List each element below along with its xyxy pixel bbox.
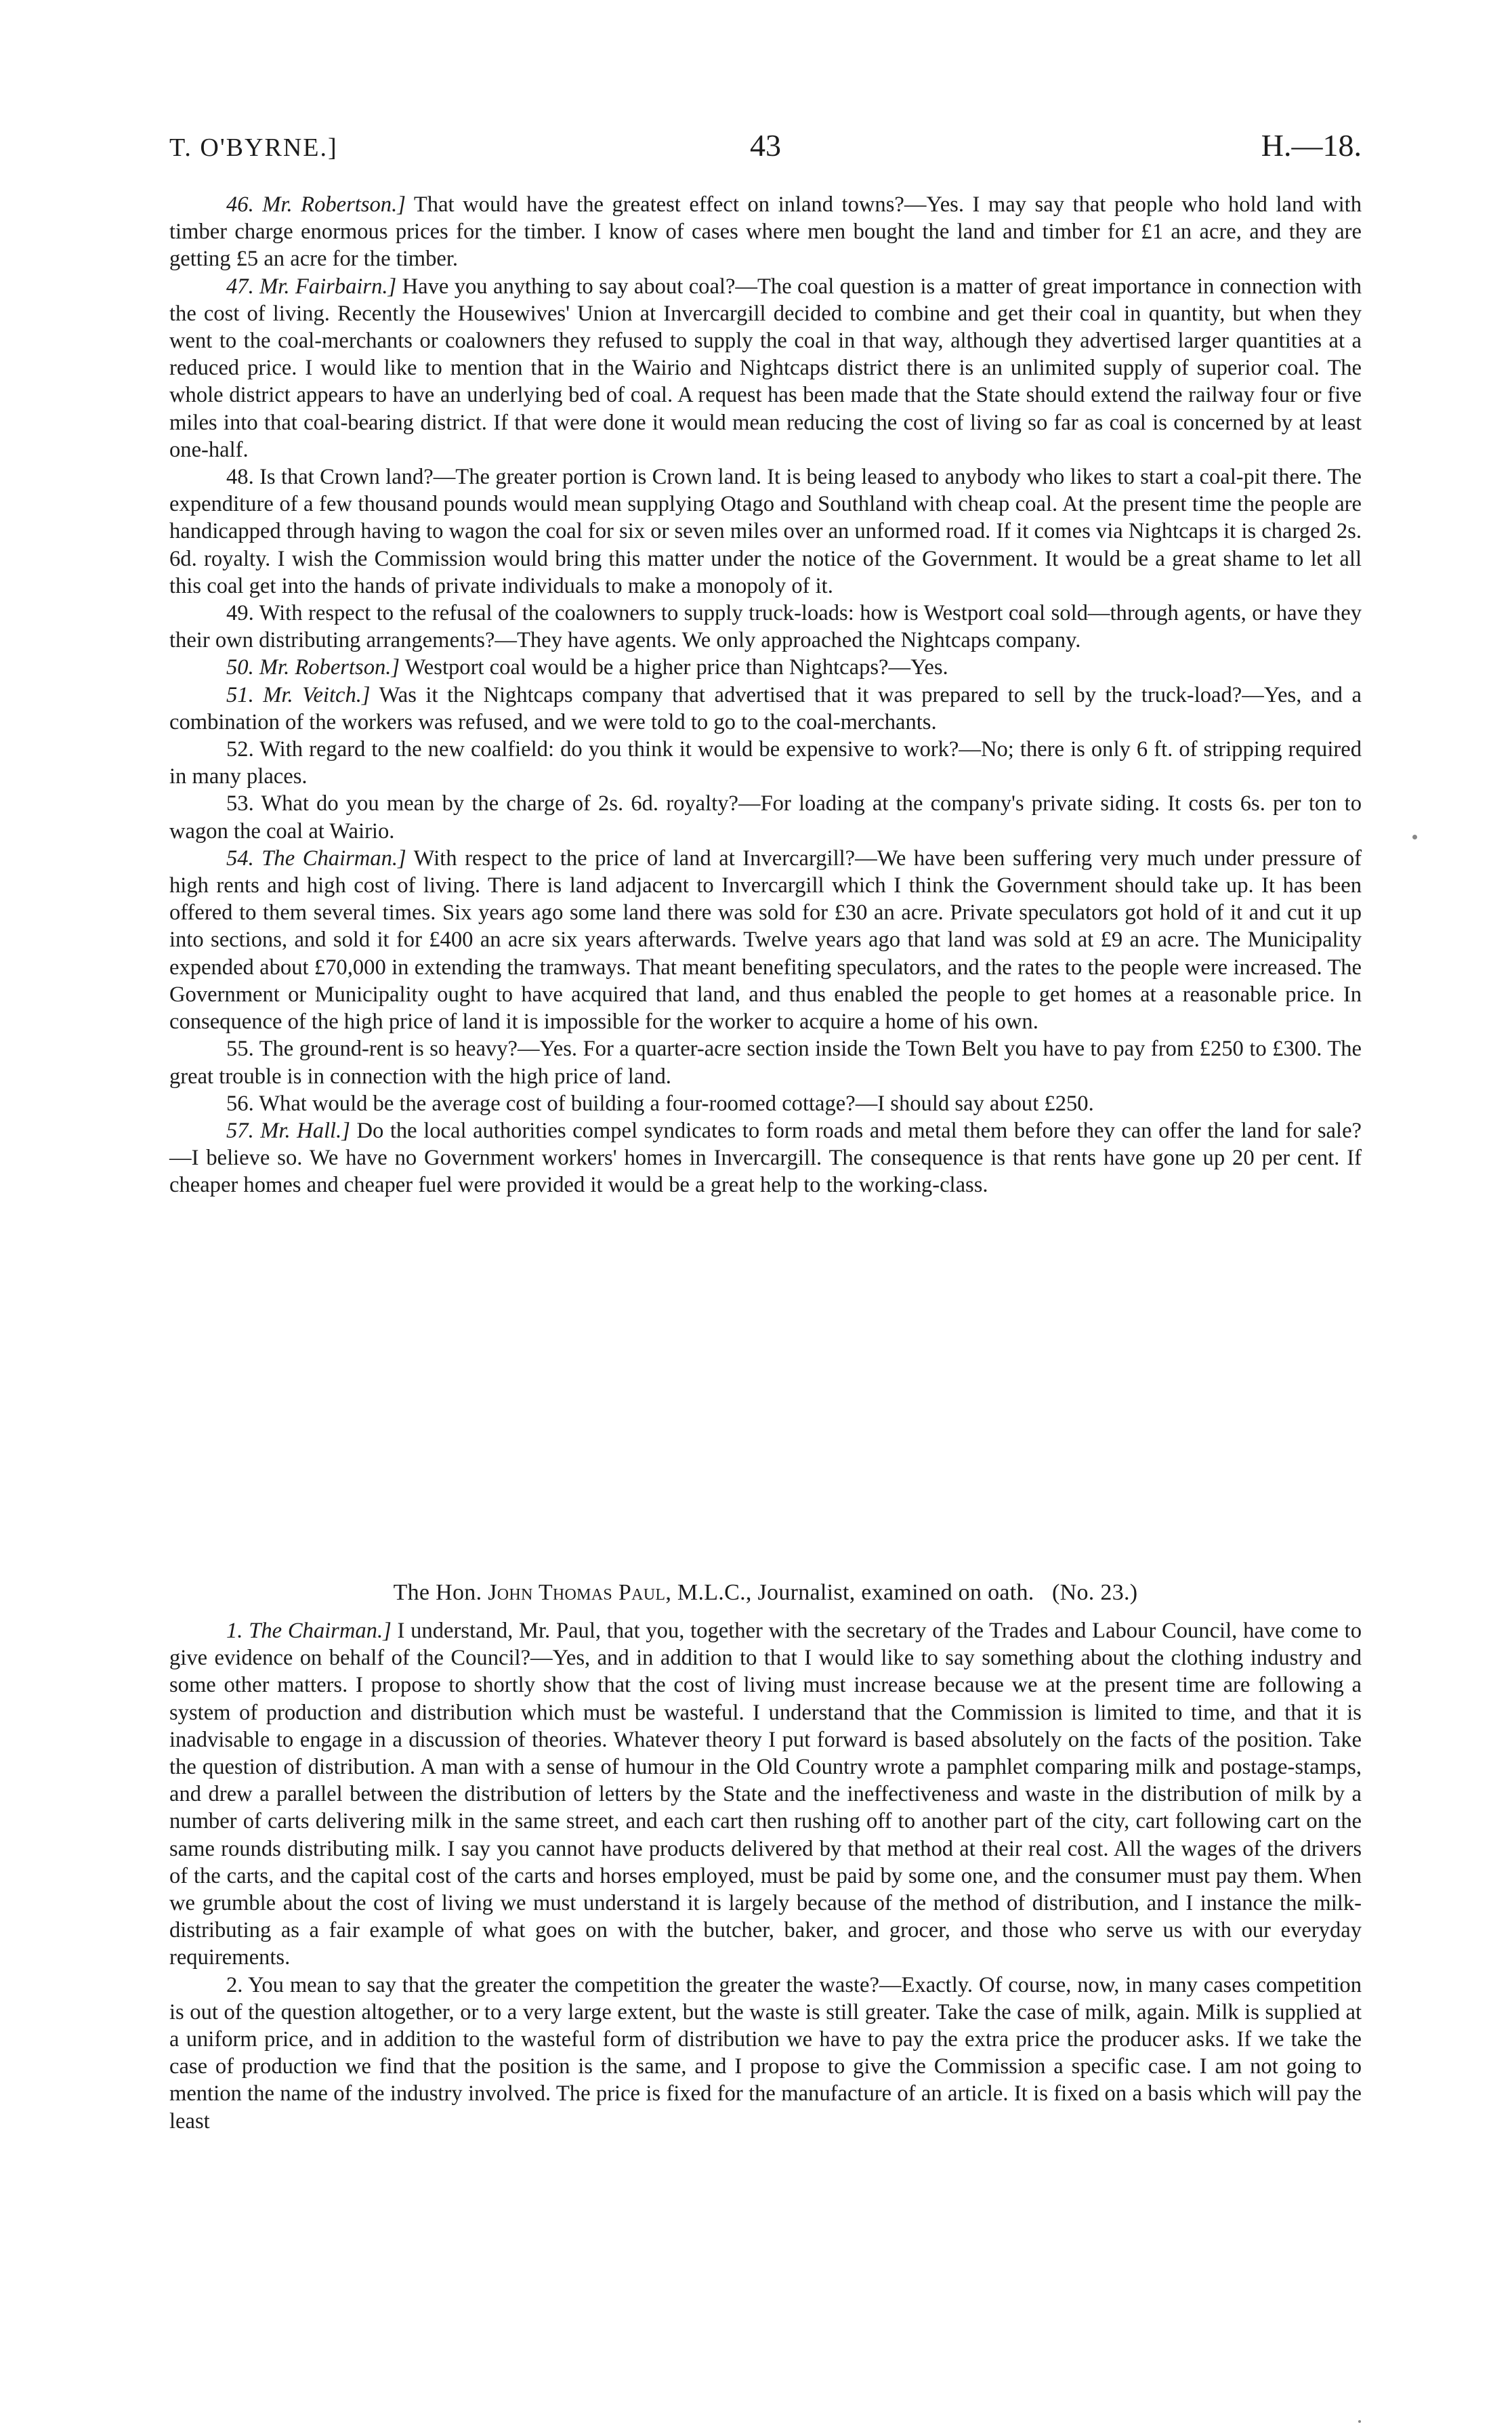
- header-witness-name: T. O'BYRNE.]: [169, 133, 338, 162]
- evidence-paragraph: [169, 845, 1362, 1035]
- evidence-paragraph: [169, 736, 1362, 790]
- speaker-label: 57. Mr. Hall.]: [226, 1118, 350, 1143]
- paragraph-text: 52. With regard to the new coalfield: do you think it would be expensive to work?—No; there is only 6 ft. of stripping required in many places.: [169, 737, 1362, 789]
- evidence-paragraph: [169, 1090, 1362, 1117]
- witness-name: John Thomas Paul: [488, 1580, 666, 1605]
- paragraph-text: 49. With respect to the refusal of the coalowners to supply truck-loads: how is Westport coal sold—through agents, or have they their own distributing arrangements?—They have agents. We only approached the Nightcaps company.: [169, 601, 1362, 653]
- paragraph-text: 2. You mean to say that the greater the competition the greater the waste?—Exactly. Of course, now, in many cases competition is out of the question altogether, or to a very large extent, but the waste is still greater. Take the case of milk, again. Milk is supplied at a uniform price, and in addition to the wasteful form of distribution we have to pay the extra price the producer asks. If we take the case of production we find that the position is the same, and I propose to give the Commission a specific case. I am not going to mention the name of the industry involved. The price is fixed for the manufacture of an article. It is fixed on a basis which will pay the least: [169, 1972, 1362, 2134]
- evidence-section-paul: [169, 1617, 1362, 2135]
- evidence-paragraph: [169, 1117, 1362, 1199]
- paragraph-text: Was it the Nightcaps company that advertised that it was prepared to sell by the truck-load?—Yes, and a combination of the workers was refused, and we were told to go to the coal-merchants.: [169, 682, 1362, 734]
- witness-prefix: The Hon.: [393, 1580, 482, 1605]
- speaker-label: 54. The Chairman.]: [226, 846, 406, 871]
- paragraph-text: I understand, Mr. Paul, that you, together with the secretary of the Trades and Labour Council, have come to give evidence on behalf of the Council?—Yes, and in addition to that I would like to say something about the clothing industry and some other matters. I propose to shortly show that the cost of living must increase because we at the present time are following a system of production and distribution which must be wasteful. I understand that the Commission is limited to time, and that it is inadvisable to engage in a discussion of theories. Whatever theory I put forward is based absolutely on the facts of the position. Take the question of distribution. A man with a sense of humour in the Old Country wrote a pamphlet comparing milk and postage-stamps, and drew a parallel between the distribution of letters by the State and the ineffectiveness and waste in the distribution of milk by a number of carts delivering milk in the same street, and each cart then rushing off to another part of the city, cart following cart on the same rounds distributing milk. I say you cannot have products delivered by that method at their real cost. All the wages of the drivers of the carts, and the capital cost of the carts and horses employed, must be paid by some one, and the consumer must pay them. When we grumble about the cost of living we must understand it is largely because of the method of distribution, and I instance the milk-distributing as a fair example of what goes on with the butcher, baker, and grocer, and those who serve us with our everyday requirements.: [169, 1619, 1362, 1970]
- paragraph-text: 48. Is that Crown land?—The greater portion is Crown land. It is being leased to anybody who likes to start a coal-pit there. The expenditure of a few thousand pounds would mean supplying Otago and Southland with cheap coal. At the present time the people are handicapped through having to wagon the coal for six or seven miles over an unformed road. If it comes via Nightcaps it is charged 2s. 6d. royalty. I wish the Commission would bring this matter under the notice of the Government. It would be a great shame to let all this coal get into the hands of private individuals to make a monopoly of it.: [169, 465, 1362, 598]
- evidence-paragraph: [169, 654, 1362, 681]
- speaker-label: 46. Mr. Robertson.]: [226, 192, 406, 217]
- page-header: [169, 128, 1362, 173]
- paragraph-text: Have you anything to say about coal?—The coal question is a matter of great importance in connection with the cost of living. Recently the Housewives' Union at Invercargill decided to combine and get their coal in quantity, but when they went to the coal-merchants or coalowners they refused to supply the coal in that way, although they advertised larger quantities at a reduced price. I would like to mention that in the Wairio and Nightcaps district there is an unlimited supply of superior coal. The whole district appears to have an underlying bed of coal. A request has been made that the State should extend the railway four or five miles into that coal-bearing district. If that were done it would mean reducing the cost of living so far as coal is concerned by at least one-half.: [169, 274, 1362, 462]
- scan-speck: [1358, 2420, 1361, 2423]
- header-document-ref: H.—18.: [1261, 128, 1362, 163]
- evidence-paragraph: [169, 463, 1362, 600]
- evidence-paragraph: [169, 600, 1362, 654]
- speaker-label: 47. Mr. Fairbairn.]: [226, 274, 397, 299]
- evidence-paragraph: [169, 273, 1362, 463]
- witness-heading: [169, 1580, 1362, 1606]
- header-page-number: 43: [750, 128, 781, 163]
- paragraph-text: Do the local authorities compel syndicates to form roads and metal them before they can offer the land for sale?—I believe so. We have no Government workers' homes in Invercargill. The consequence is that rents have gone up 20 per cent. If cheaper homes and cheaper fuel were provided it would be a great help to the working-class.: [169, 1118, 1362, 1198]
- paragraph-text: 55. The ground-rent is so heavy?—Yes. For a quarter-acre section inside the Town Belt you have to pay from £250 to £300. The great trouble is in connection with the high price of land.: [169, 1037, 1362, 1089]
- paragraph-text: With respect to the price of land at Invercargill?—We have been suffering very much under pressure of high rents and high cost of living. There is land adjacent to Invercargill which I think the Government should take up. It has been offered to them several times. Six years ago some land there was sold for £30 an acre. Private speculators got hold of it and cut it up into sections, and sold it for £400 an acre six years afterwards. Twelve years ago that land was sold at £9 an acre. The Municipality expended about £70,000 in extending the tramways. That meant benefiting speculators, and the rates to the people were increased. The Government or Municipality ought to have acquired that land, and thus enabled the people to get homes at a reasonable price. In consequence of the high price of land it is impossible for the worker to acquire a home of his own.: [169, 846, 1362, 1035]
- paragraph-text: 56. What would be the average cost of building a four-roomed cottage?—I should say about £250.: [226, 1091, 1094, 1116]
- evidence-paragraph: [169, 790, 1362, 844]
- evidence-paragraph: [169, 191, 1362, 273]
- paragraph-text: 53. What do you mean by the charge of 2s. 6d. royalty?—For loading at the company's private siding. It costs 6s. per ton to wagon the coal at Wairio.: [169, 791, 1362, 844]
- speaker-label: 50. Mr. Robertson.]: [226, 655, 400, 680]
- evidence-paragraph: [169, 1035, 1362, 1089]
- witness-number: (No. 23.): [1052, 1580, 1138, 1605]
- paragraph-text: Westport coal would be a higher price than Nightcaps?—Yes.: [400, 655, 948, 680]
- speaker-label: 51. Mr. Veitch.]: [226, 682, 371, 707]
- witness-suffix: , M.L.C., Journalist, examined on oath.: [665, 1580, 1034, 1605]
- evidence-paragraph: [169, 682, 1362, 736]
- evidence-paragraph: [169, 1972, 1362, 2135]
- scan-speck: [1412, 835, 1417, 839]
- paragraph-text: That would have the greatest effect on inland towns?—Yes. I may say that people who hold land with timber charge enormous prices for the timber. I know of cases where men bought the land and timber for £1 an acre, and they are getting £5 an acre for the timber.: [169, 192, 1362, 272]
- speaker-label: 1. The Chairman.]: [226, 1619, 392, 1643]
- evidence-section-obyrne: [169, 191, 1362, 1199]
- evidence-paragraph: [169, 1617, 1362, 1972]
